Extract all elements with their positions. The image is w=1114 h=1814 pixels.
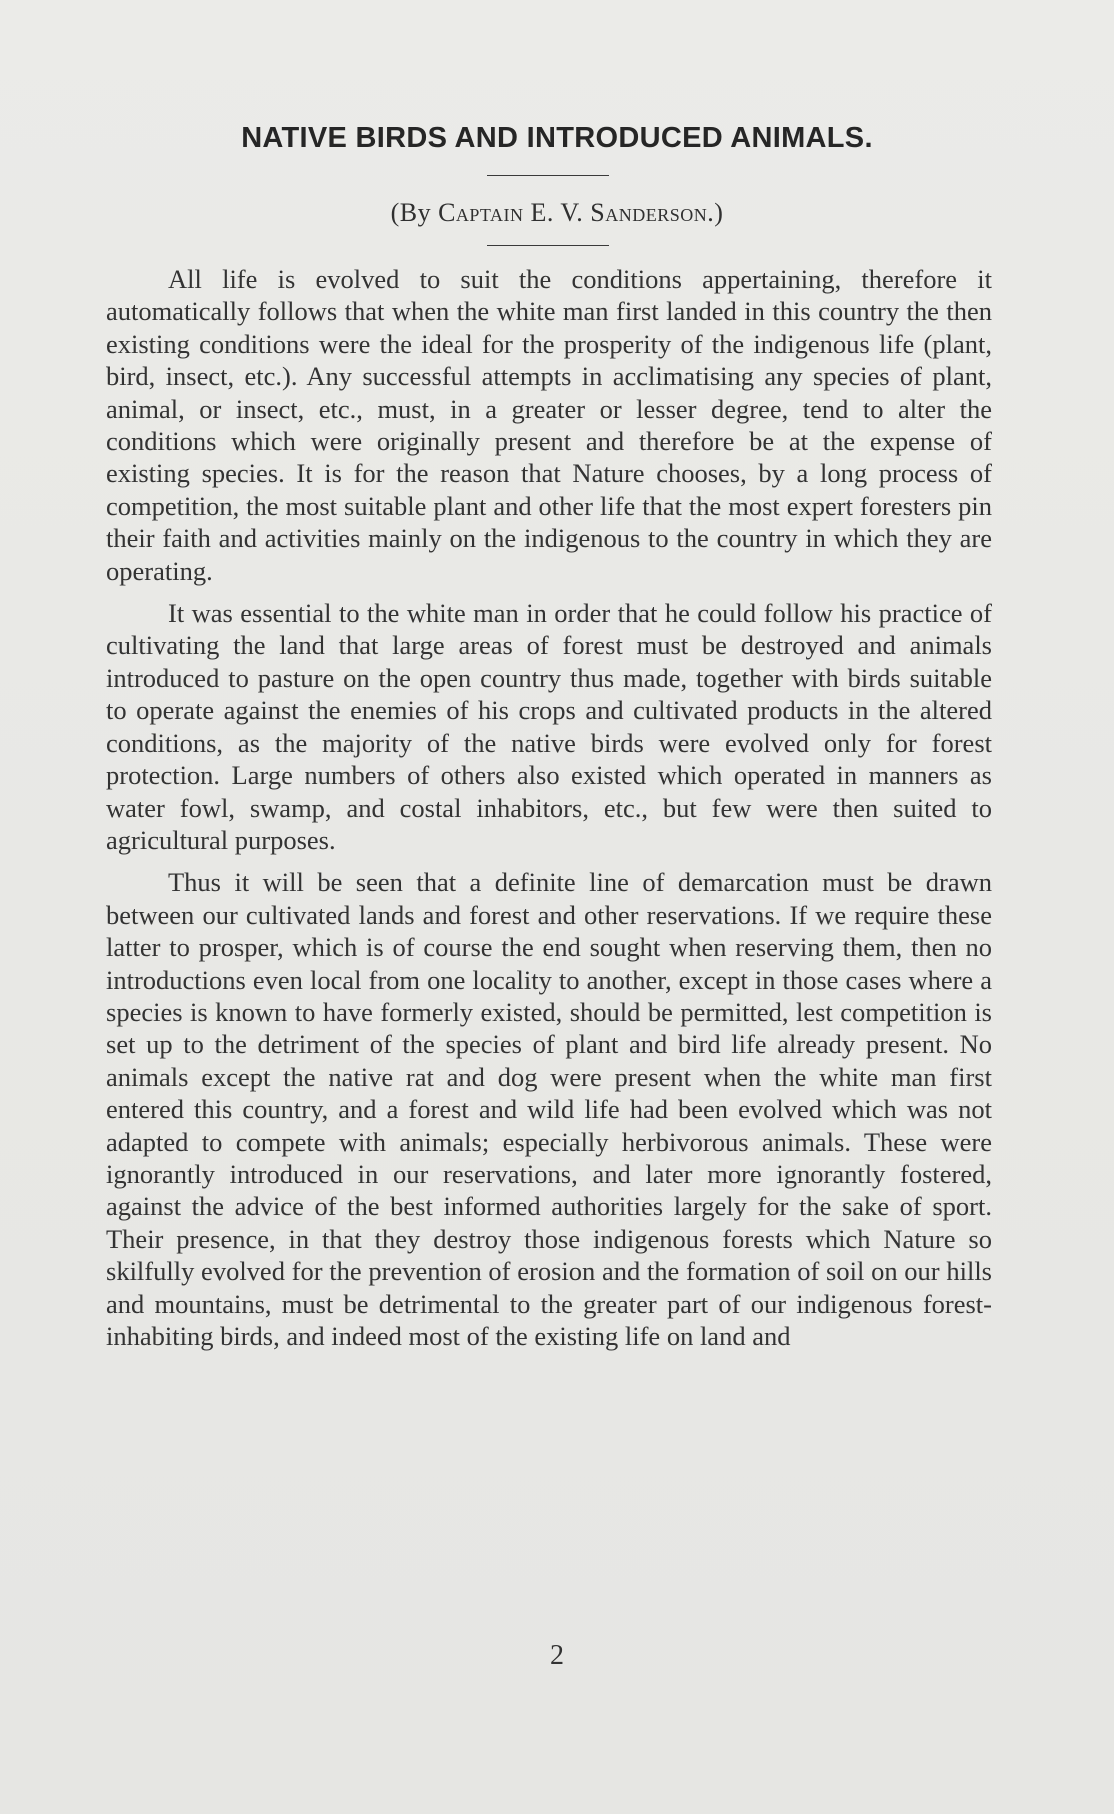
byline-author: Captain E. V. Sanderson.	[438, 198, 715, 227]
paragraph-1: All life is evolved to suit the conditions appertaining, therefore it automatically follows that when the white man first landed in this country the then existing conditions were the ideal for the prosperity of the indigenous life (plant, bird, insect, etc.). Any successful attempts in acclimatising any species of plant, animal, or insect, etc., must, in a greater or lesser degree, tend to alter the conditions which were originally present and therefore be at the expense of existing species. It is for the reason that Nature chooses, by a long process of competition, the most suitable plant and other life that the most expert foresters pin their faith and activities mainly on the indigenous to the country in which they are operating.	[106, 264, 992, 586]
paragraph-3: Thus it will be seen that a definite line of demarcation must be drawn between our cultivated lands and forest and other reservations. If we require these latter to prosper, which is of course the end sought when reserving them, then no introductions even local from one locality to another, except in those cases where a species is known to have formerly existed, should be permitted, lest competition is set up to the detriment of the species of plant and bird life already present. No animals except the native rat and dog were present when the white man first entered this country, and a forest and wild life had been evolved which was not adapted to compete with animals; especially herbivorous animals. These were ignorantly introduced in our reservations, and later more ignorantly fostered, against the advice of the best informed authorities largely for the sake of sport. Their presence, in that they destroy those indigenous forests which Nature so skilfully evolved for the prevention of erosion and the formation of soil on our hills and mountains, must be detrimental to the greater part of our indigenous forest-inhabiting birds, and indeed most of the existing life on land and	[106, 867, 992, 1351]
article-title: NATIVE BIRDS AND INTRODUCED ANIMALS.	[241, 122, 873, 154]
article-body	[106, 263, 992, 1362]
page-number: 2	[550, 1640, 564, 1671]
author-byline	[0, 198, 1114, 228]
title-divider	[487, 175, 609, 176]
paragraph-2: It was essential to the white man in order that he could follow his practice of cultivating the land that large areas of forest must be destroyed and animals introduced to pasture on the open country thus made, together with birds suitable to operate against the enemies of his crops and cultivated products in the altered conditions, as the majority of the native birds were evolved only for forest protection. Large numbers of others also existed which operated in manners as water fowl, swamp, and costal inhabitors, etc., but few were then suited to agricultural purposes.	[106, 598, 992, 855]
byline-close: )	[714, 198, 724, 227]
byline-open: (By	[390, 198, 439, 227]
byline-divider	[487, 245, 609, 246]
